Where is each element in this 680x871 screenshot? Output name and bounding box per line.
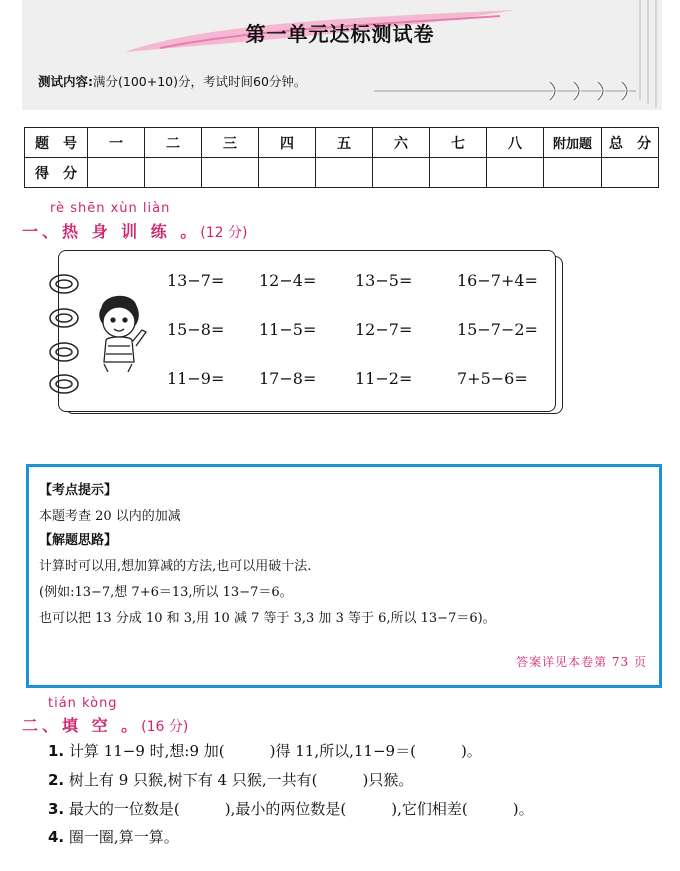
question-4	[48, 826, 179, 847]
equation: 13−5=	[355, 271, 413, 290]
question-1	[48, 740, 482, 761]
equation: 11−9=	[167, 369, 225, 388]
score-header-cell: 六	[373, 128, 430, 158]
section2-points: (16 分)	[141, 719, 189, 735]
question-number: 4.	[48, 828, 65, 846]
question-text: 最大的一位数是( ),最小的两位数是( ),它们相差( )。	[68, 800, 534, 818]
score-cell[interactable]	[373, 158, 430, 188]
equation: 15−8=	[167, 320, 225, 339]
score-cell[interactable]	[316, 158, 373, 188]
question-text: 圈一圈,算一算。	[68, 828, 179, 846]
score-header-cell: 一	[88, 128, 145, 158]
equation: 11−2=	[355, 369, 413, 388]
score-header-cell: 总 分	[602, 128, 659, 158]
equation: 16−7+4=	[457, 271, 538, 290]
score-cell[interactable]	[202, 158, 259, 188]
binder-rings-icon	[44, 266, 88, 396]
equation: 17−8=	[259, 369, 317, 388]
section1-title	[22, 219, 248, 242]
section2-pinyin: tián kòng	[48, 696, 118, 711]
equation: 12−7=	[355, 320, 413, 339]
score-row-label: 得 分	[25, 158, 88, 188]
section1-points: (12 分)	[200, 225, 248, 241]
score-table-header-row	[25, 128, 659, 158]
hint-heading-key-points: 【考点提示】	[39, 483, 118, 498]
equation: 7+5−6=	[457, 369, 528, 388]
score-cell[interactable]	[602, 158, 659, 188]
hint-text: 也可以把 13 分成 10 和 3,用 10 减 7 等于 3,3 加 3 等于 6,所以 13−7＝6)。	[39, 611, 496, 626]
answer-reference: 答案详见本卷第 73 页	[516, 655, 647, 669]
question-2	[48, 769, 413, 790]
equation: 15−7−2=	[457, 320, 538, 339]
section1-title-text: 一、热 身 训 练 。	[22, 222, 201, 241]
score-table-score-row	[25, 158, 659, 188]
question-3	[48, 798, 534, 819]
hint-text: 计算时可以用,想加算减的方法,也可以用破十法.	[39, 559, 312, 574]
question-number: 2.	[48, 771, 65, 789]
page-title: 第一单元达标测试卷	[245, 22, 435, 46]
score-cell[interactable]	[544, 158, 602, 188]
test-info-label: 测试内容:	[38, 74, 93, 89]
score-header-cell: 四	[259, 128, 316, 158]
score-header-cell: 题 号	[25, 128, 88, 158]
score-header-cell: 七	[430, 128, 487, 158]
hint-box	[26, 464, 662, 688]
test-info-text: 满分(100+10)分，考试时间60分钟。	[93, 74, 307, 89]
question-number: 3.	[48, 800, 65, 818]
score-cell[interactable]	[487, 158, 544, 188]
equation: 13−7=	[167, 271, 225, 290]
score-header-cell: 八	[487, 128, 544, 158]
score-header-cell: 附加题	[544, 128, 602, 158]
section2-title-text: 二、填 空 。	[22, 716, 142, 735]
question-text: 树上有 9 只猴,树下有 4 只猴,一共有( )只猴。	[68, 771, 414, 789]
score-cell[interactable]	[430, 158, 487, 188]
hint-text: (例如:13−7,想 7+6＝13,所以 13−7＝6。	[39, 585, 293, 600]
question-number: 1.	[48, 742, 65, 760]
score-cell[interactable]	[145, 158, 202, 188]
score-cell[interactable]	[259, 158, 316, 188]
header-wave-decoration	[374, 80, 636, 102]
hint-text: 本题考查 20 以内的加减	[39, 509, 181, 524]
section2-title	[22, 713, 188, 736]
section1-pinyin: rè shēn xùn liàn	[50, 201, 171, 216]
score-cell[interactable]	[88, 158, 145, 188]
equation: 12−4=	[259, 271, 317, 290]
score-header-cell: 二	[145, 128, 202, 158]
boy-cartoon-icon	[88, 292, 150, 372]
equation: 11−5=	[259, 320, 317, 339]
question-text: 计算 11−9 时,想:9 加( )得 11,所以,11−9＝( )。	[68, 742, 482, 760]
test-info	[38, 72, 306, 90]
score-header-cell: 五	[316, 128, 373, 158]
score-table	[24, 127, 659, 188]
header-margin-lines	[636, 0, 666, 110]
score-header-cell: 三	[202, 128, 259, 158]
hint-heading-solution: 【解题思路】	[39, 533, 118, 548]
